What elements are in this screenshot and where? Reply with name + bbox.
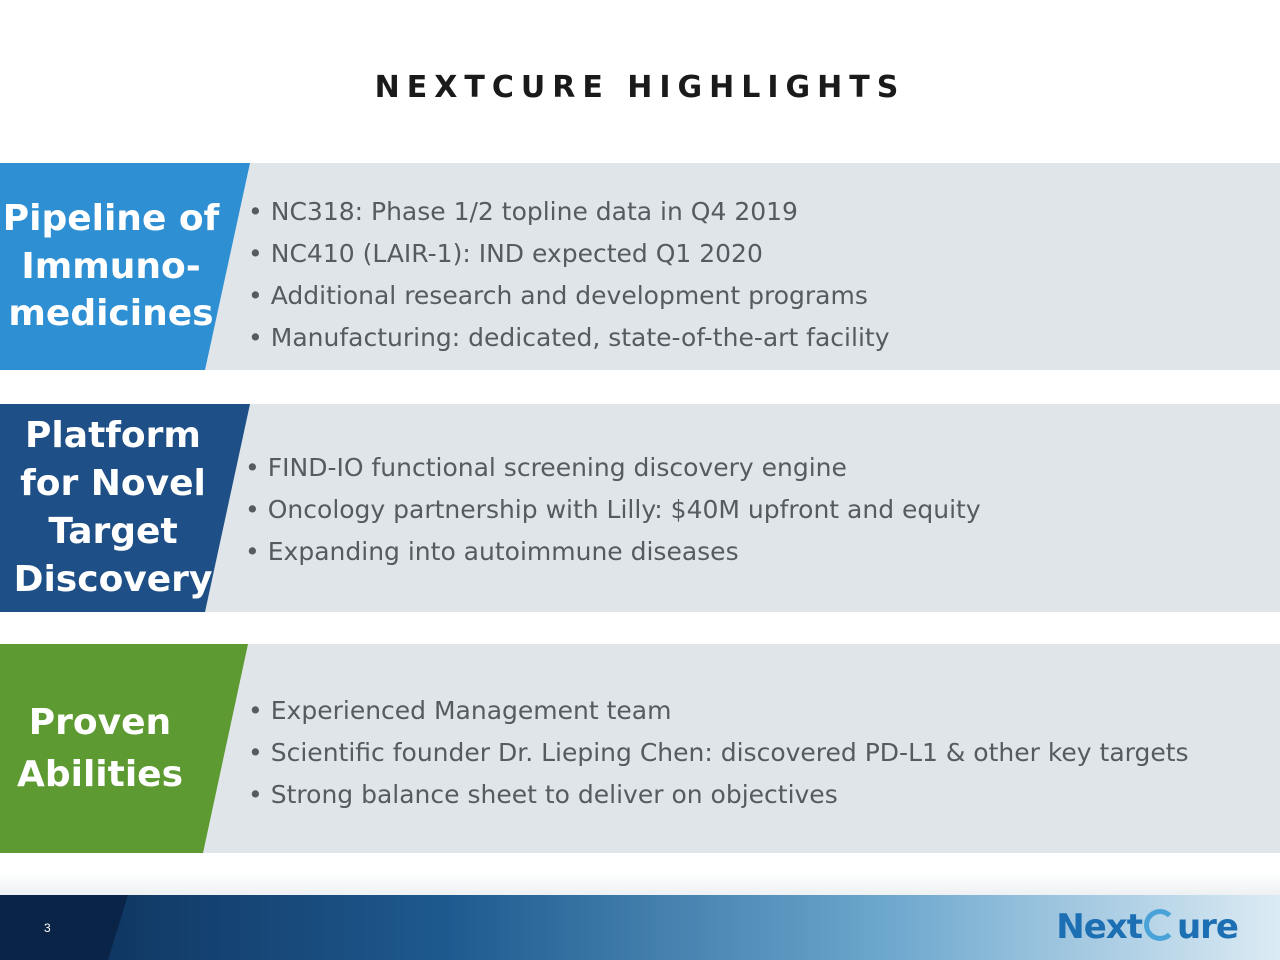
company-logo <box>1056 907 1238 947</box>
logo-text-prefix: Next <box>1056 907 1142 947</box>
bullet-item: • Strong balance sheet to deliver on objectives <box>248 774 1189 816</box>
section-pipeline <box>0 163 1280 370</box>
bullet-item: • Scientific founder Dr. Lieping Chen: discovered PD-L1 & other key targets <box>248 732 1189 774</box>
label-line: Pipeline of <box>2 198 220 240</box>
bullet-item: • Additional research and development programs <box>248 275 890 317</box>
section-label <box>0 163 222 370</box>
bullet-item: • FIND-IO functional screening discovery engine <box>245 447 981 489</box>
label-line: Proven <box>28 702 172 744</box>
bullet-item: • NC410 (LAIR-1): IND expected Q1 2020 <box>248 233 890 275</box>
bullet-item: • NC318: Phase 1/2 topline data in Q4 2019 <box>248 191 890 233</box>
section-platform <box>0 404 1280 612</box>
slide-title: NEXTCURE HIGHLIGHTS <box>374 70 906 105</box>
page-number: 3 <box>44 921 51 935</box>
label-line: Target <box>48 511 178 552</box>
label-line: Abilities <box>16 753 184 795</box>
bullet-item: • Experienced Management team <box>248 690 1189 732</box>
bullet-item: • Expanding into autoimmune diseases <box>245 531 981 573</box>
label-line: Discovery <box>13 559 213 601</box>
label-line: Platform <box>25 414 201 456</box>
label-line: medicines <box>8 293 214 335</box>
bullet-list <box>245 447 981 573</box>
section-label <box>0 644 200 853</box>
section-label <box>0 404 226 612</box>
bullet-list <box>248 191 890 359</box>
footer-shadow <box>0 872 1280 895</box>
bullet-item: • Oncology partnership with Lilly: $40M upfront and equity <box>245 489 981 531</box>
section-proven <box>0 644 1280 853</box>
bullet-list <box>248 690 1189 816</box>
label-line: for Novel <box>20 462 206 504</box>
logo-text-suffix: ure <box>1176 907 1238 947</box>
logo-c-icon <box>1144 909 1176 941</box>
footer-bar <box>0 895 1280 960</box>
bullet-item: • Manufacturing: dedicated, state-of-the-art facility <box>248 317 890 359</box>
label-line: Immuno- <box>21 245 201 287</box>
